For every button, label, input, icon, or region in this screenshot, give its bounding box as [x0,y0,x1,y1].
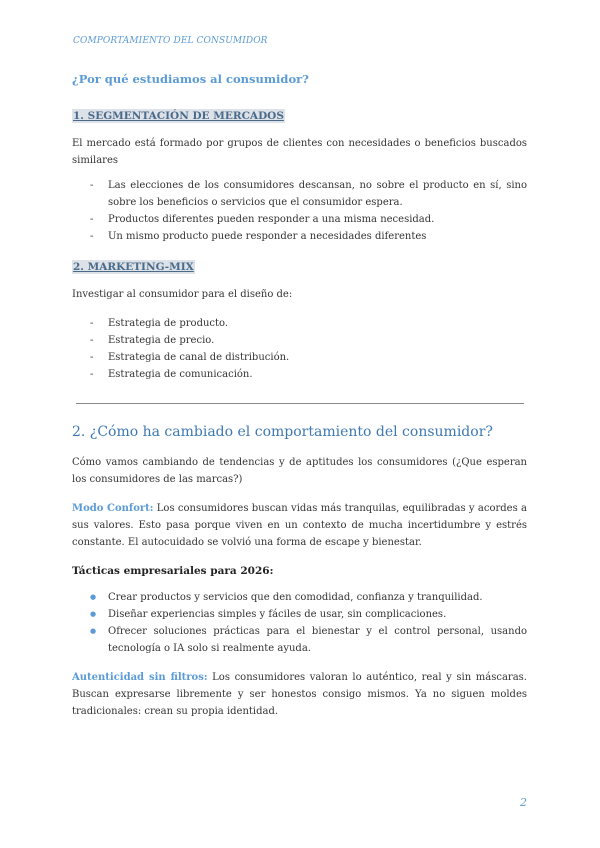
intro-question: ¿Por qué estudiamos al consumidor? [72,72,309,86]
list-item: - Las elecciones de los consumidores descansan, no sobre el producto en sí, sino sobre los beneficios o servicios que el consumidor espera. [72,177,527,211]
chapter-heading: 2. ¿Cómo ha cambiado el comportamiento del consumidor? [72,424,493,440]
section2-paragraph: Investigar al consumidor para el diseño de: [72,289,293,300]
tacticas-list [72,589,527,657]
page-content [72,72,527,720]
autenticidad-label: Autenticidad sin filtros: [72,672,208,683]
list-item: - Un mismo producto puede responder a necesidades diferentes [72,228,527,245]
running-header: COMPORTAMIENTO DEL CONSUMIDOR [73,36,268,46]
confort-paragraph [72,500,527,551]
list-item: - Estrategia de producto. [72,315,527,332]
list-item: ● Diseñar experiencias simples y fáciles de usar, sin complicaciones. [72,606,527,623]
chapter-intro: Cómo vamos cambiando de tendencias y de aptitudes los consumidores (¿Que esperan los consumidores de las marcas?) [72,457,527,485]
horizontal-divider [76,403,524,404]
list-item: ● Ofrecer soluciones prácticas para el bienestar y el control personal, usando tecnología o IA solo si realmente ayuda. [72,623,527,657]
list-item: ● Crear productos y servicios que den comodidad, confianza y tranquilidad. [72,589,527,606]
section2-title: 2. MARKETING-MIX [73,261,194,273]
list-item: - Estrategia de comunicación. [72,366,527,383]
section1-list [72,177,527,245]
section1-paragraph: El mercado está formado por grupos de clientes con necesidades o beneficios buscados similares [72,138,527,166]
tacticas-title: Tácticas empresariales para 2026: [72,565,274,577]
confort-label: Modo Confort: [72,503,154,514]
section2-list [72,315,527,383]
section1-title: 1. SEGMENTACIÓN DE MERCADOS [73,110,284,122]
confort-text: Los consumidores buscan vidas más tranquilas, equilibradas y acordes a sus valores. Esto pasa porque viven en un contexto de mucha incertidumbre y estrés constante. El autocuidado se volvió una forma de escape y bienestar. [72,503,527,548]
autenticidad-paragraph [72,669,527,720]
list-item: - Estrategia de precio. [72,332,527,349]
page-number: 2 [520,796,527,809]
autenticidad-text: Los consumidores valoran lo auténtico, real y sin máscaras. Buscan expresarse libremente y ser honestos consigo mismos. Ya no siguen moldes tradicionales: crean su propia identidad. [72,672,527,717]
list-item: - Productos diferentes pueden responder a una misma necesidad. [72,211,527,228]
list-item: - Estrategia de canal de distribución. [72,349,527,366]
